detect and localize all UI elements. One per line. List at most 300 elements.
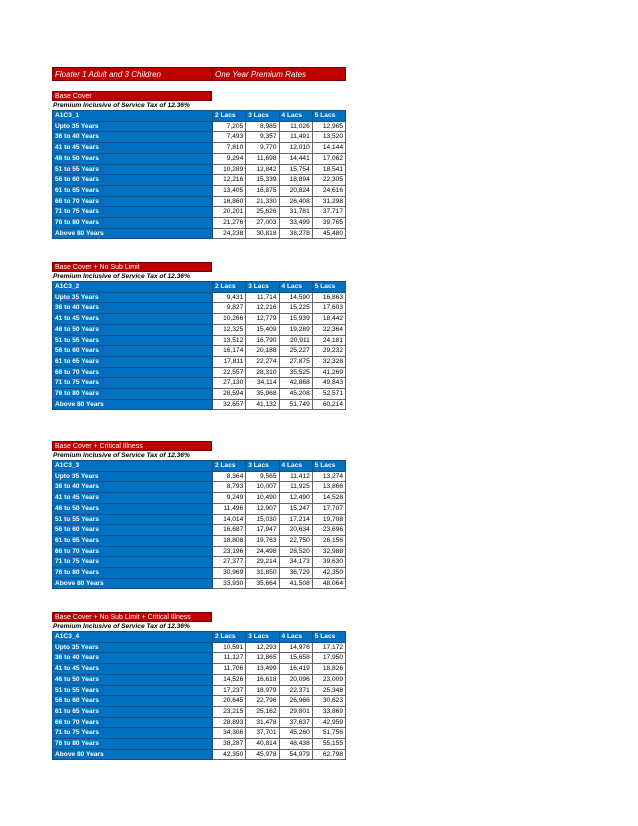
premium-cell: 12,865 bbox=[246, 653, 279, 664]
age-band: 76 to 80 Years bbox=[53, 218, 213, 229]
premium-cell: 9,431 bbox=[213, 292, 246, 303]
column-header: 2 Lacs bbox=[213, 111, 246, 122]
premium-cell: 12,216 bbox=[213, 175, 246, 186]
premium-cell: 13,499 bbox=[246, 664, 279, 675]
premium-cell: 31,298 bbox=[312, 196, 345, 207]
age-band: 56 to 60 Years bbox=[53, 175, 213, 186]
premium-cell: 22,557 bbox=[213, 367, 246, 378]
age-band: 71 to 75 Years bbox=[53, 207, 213, 218]
table-row bbox=[53, 346, 346, 357]
premium-cell: 19,289 bbox=[279, 324, 312, 335]
table-row bbox=[53, 493, 346, 504]
age-band: 46 to 50 Years bbox=[53, 674, 213, 685]
premium-cell: 12,325 bbox=[213, 324, 246, 335]
table-row bbox=[53, 292, 346, 303]
age-band: 51 to 55 Years bbox=[53, 335, 213, 346]
column-header: 4 Lacs bbox=[279, 111, 312, 122]
age-band: 66 to 70 Years bbox=[53, 367, 213, 378]
premium-cell: 14,014 bbox=[213, 514, 246, 525]
premium-cell: 31,781 bbox=[279, 207, 312, 218]
table-row bbox=[53, 642, 346, 653]
premium-cell: 11,698 bbox=[246, 153, 279, 164]
table-row bbox=[53, 399, 346, 410]
rate-section-3 bbox=[52, 441, 346, 589]
table-row bbox=[53, 164, 346, 175]
premium-cell: 18,442 bbox=[312, 314, 345, 325]
age-band: 76 to 80 Years bbox=[53, 568, 213, 579]
premium-cell: 15,225 bbox=[279, 303, 312, 314]
premium-cell: 24,238 bbox=[213, 228, 246, 239]
premium-cell: 32,657 bbox=[213, 399, 246, 410]
table-row bbox=[53, 196, 346, 207]
premium-cell: 51,749 bbox=[279, 399, 312, 410]
premium-cell: 30,623 bbox=[312, 696, 345, 707]
table-row bbox=[53, 143, 346, 154]
premium-cell: 22,274 bbox=[246, 356, 279, 367]
premium-cell: 34,306 bbox=[213, 728, 246, 739]
table-row bbox=[53, 482, 346, 493]
premium-cell: 28,520 bbox=[279, 546, 312, 557]
age-band: Upto 35 Years bbox=[53, 471, 213, 482]
premium-cell: 26,156 bbox=[312, 535, 345, 546]
premium-cell: 30,969 bbox=[213, 568, 246, 579]
premium-cell: 16,687 bbox=[213, 525, 246, 536]
premium-cell: 37,637 bbox=[279, 717, 312, 728]
age-band: 36 to 40 Years bbox=[53, 132, 213, 143]
age-band: 36 to 40 Years bbox=[53, 653, 213, 664]
premium-table bbox=[52, 460, 346, 589]
premium-cell: 10,289 bbox=[213, 164, 246, 175]
premium-cell: 37,717 bbox=[312, 207, 345, 218]
table-row bbox=[53, 153, 346, 164]
table-header-row bbox=[53, 461, 346, 472]
premium-cell: 48,064 bbox=[312, 578, 345, 589]
column-header: 3 Lacs bbox=[246, 111, 279, 122]
premium-cell: 20,645 bbox=[213, 696, 246, 707]
table-row bbox=[53, 356, 346, 367]
premium-cell: 17,062 bbox=[312, 153, 345, 164]
rate-section-1 bbox=[52, 91, 346, 239]
premium-cell: 27,377 bbox=[213, 557, 246, 568]
premium-cell: 22,364 bbox=[312, 324, 345, 335]
age-band: 56 to 60 Years bbox=[53, 525, 213, 536]
table-row bbox=[53, 739, 346, 750]
premium-cell: 45,978 bbox=[246, 749, 279, 760]
premium-cell: 45,480 bbox=[312, 228, 345, 239]
premium-cell: 32,328 bbox=[312, 356, 345, 367]
table-row bbox=[53, 749, 346, 760]
premium-cell: 20,201 bbox=[213, 207, 246, 218]
premium-cell: 34,173 bbox=[279, 557, 312, 568]
premium-cell: 28,893 bbox=[213, 717, 246, 728]
premium-cell: 12,779 bbox=[246, 314, 279, 325]
age-band: 41 to 45 Years bbox=[53, 664, 213, 675]
premium-cell: 7,205 bbox=[213, 121, 246, 132]
premium-cell: 13,512 bbox=[213, 335, 246, 346]
tax-note: Premium Inclusive of Service Tax of 12.36% bbox=[53, 102, 190, 109]
premium-cell: 20,824 bbox=[279, 185, 312, 196]
age-band: 51 to 55 Years bbox=[53, 685, 213, 696]
premium-table bbox=[52, 110, 346, 239]
age-band: 56 to 60 Years bbox=[53, 346, 213, 357]
column-header: 2 Lacs bbox=[213, 632, 246, 643]
premium-cell: 12,842 bbox=[246, 164, 279, 175]
premium-cell: 9,827 bbox=[213, 303, 246, 314]
column-header: 2 Lacs bbox=[213, 461, 246, 472]
premium-cell: 21,276 bbox=[213, 218, 246, 229]
premium-cell: 12,965 bbox=[312, 121, 345, 132]
table-row bbox=[53, 207, 346, 218]
premium-cell: 34,114 bbox=[246, 378, 279, 389]
premium-cell: 11,026 bbox=[279, 121, 312, 132]
premium-cell: 33,499 bbox=[279, 218, 312, 229]
premium-cell: 27,875 bbox=[279, 356, 312, 367]
premium-cell: 33,930 bbox=[213, 578, 246, 589]
premium-cell: 26,408 bbox=[279, 196, 312, 207]
age-band: 66 to 70 Years bbox=[53, 717, 213, 728]
premium-cell: 54,979 bbox=[279, 749, 312, 760]
age-band: 66 to 70 Years bbox=[53, 546, 213, 557]
premium-cell: 17,947 bbox=[246, 525, 279, 536]
premium-cell: 22,305 bbox=[312, 175, 345, 186]
premium-cell: 52,571 bbox=[312, 389, 345, 400]
premium-cell: 8,985 bbox=[246, 121, 279, 132]
premium-cell: 48,438 bbox=[279, 739, 312, 750]
premium-cell: 25,227 bbox=[279, 346, 312, 357]
age-band: 76 to 80 Years bbox=[53, 739, 213, 750]
premium-cell: 11,706 bbox=[213, 664, 246, 675]
premium-cell: 20,096 bbox=[279, 674, 312, 685]
premium-cell: 15,339 bbox=[246, 175, 279, 186]
table-row bbox=[53, 324, 346, 335]
table-row bbox=[53, 706, 346, 717]
table-row bbox=[53, 535, 346, 546]
premium-cell: 9,565 bbox=[246, 471, 279, 482]
premium-cell: 12,907 bbox=[246, 503, 279, 514]
premium-cell: 17,950 bbox=[312, 653, 345, 664]
premium-cell: 16,860 bbox=[213, 196, 246, 207]
plan-code: A1C3_1 bbox=[53, 111, 213, 122]
premium-cell: 18,894 bbox=[279, 175, 312, 186]
age-band: 61 to 65 Years bbox=[53, 706, 213, 717]
premium-cell: 31,850 bbox=[246, 568, 279, 579]
premium-cell: 24,498 bbox=[246, 546, 279, 557]
premium-cell: 9,770 bbox=[246, 143, 279, 154]
premium-cell: 38,278 bbox=[279, 228, 312, 239]
table-row bbox=[53, 121, 346, 132]
premium-cell: 39,630 bbox=[312, 557, 345, 568]
age-band: 61 to 65 Years bbox=[53, 356, 213, 367]
age-band: Above 80 Years bbox=[53, 228, 213, 239]
premium-cell: 10,007 bbox=[246, 482, 279, 493]
plan-code: A1C3_4 bbox=[53, 632, 213, 643]
premium-cell: 16,618 bbox=[246, 674, 279, 685]
premium-cell: 24,616 bbox=[312, 185, 345, 196]
premium-cell: 16,790 bbox=[246, 335, 279, 346]
age-band: 71 to 75 Years bbox=[53, 557, 213, 568]
age-band: 76 to 80 Years bbox=[53, 389, 213, 400]
premium-cell: 7,810 bbox=[213, 143, 246, 154]
premium-cell: 17,707 bbox=[312, 503, 345, 514]
age-band: 41 to 45 Years bbox=[53, 493, 213, 504]
column-header: 3 Lacs bbox=[246, 632, 279, 643]
age-band: Upto 35 Years bbox=[53, 292, 213, 303]
premium-cell: 14,526 bbox=[213, 674, 246, 685]
premium-cell: 17,603 bbox=[312, 303, 345, 314]
rates-title: One Year Premium Rates bbox=[212, 67, 346, 81]
premium-cell: 45,260 bbox=[279, 728, 312, 739]
premium-cell: 35,525 bbox=[279, 367, 312, 378]
column-header: 5 Lacs bbox=[312, 111, 345, 122]
section-label: Base Cover + Critical Illness bbox=[52, 441, 212, 451]
premium-cell: 15,247 bbox=[279, 503, 312, 514]
table-row bbox=[53, 525, 346, 536]
premium-cell: 30,818 bbox=[246, 228, 279, 239]
premium-cell: 8,364 bbox=[213, 471, 246, 482]
column-header: 3 Lacs bbox=[246, 282, 279, 293]
age-band: Upto 35 Years bbox=[53, 642, 213, 653]
table-row bbox=[53, 132, 346, 143]
premium-cell: 17,214 bbox=[279, 514, 312, 525]
premium-cell: 22,371 bbox=[279, 685, 312, 696]
premium-cell: 12,293 bbox=[246, 642, 279, 653]
table-row bbox=[53, 514, 346, 525]
premium-cell: 31,478 bbox=[246, 717, 279, 728]
premium-cell: 36,729 bbox=[279, 568, 312, 579]
premium-cell: 42,350 bbox=[312, 568, 345, 579]
premium-cell: 9,294 bbox=[213, 153, 246, 164]
premium-cell: 10,591 bbox=[213, 642, 246, 653]
premium-cell: 22,750 bbox=[279, 535, 312, 546]
premium-cell: 10,490 bbox=[246, 493, 279, 504]
premium-cell: 18,979 bbox=[246, 685, 279, 696]
table-row bbox=[53, 664, 346, 675]
premium-cell: 23,696 bbox=[312, 525, 345, 536]
table-header-row bbox=[53, 111, 346, 122]
age-band: 61 to 65 Years bbox=[53, 185, 213, 196]
premium-cell: 51,756 bbox=[312, 728, 345, 739]
premium-cell: 45,208 bbox=[279, 389, 312, 400]
age-band: 36 to 40 Years bbox=[53, 303, 213, 314]
premium-cell: 49,843 bbox=[312, 378, 345, 389]
table-row bbox=[53, 685, 346, 696]
premium-cell: 18,808 bbox=[213, 535, 246, 546]
premium-cell: 23,215 bbox=[213, 706, 246, 717]
tax-note: Premium Inclusive of Service Tax of 12.36% bbox=[53, 623, 190, 630]
premium-cell: 41,508 bbox=[279, 578, 312, 589]
rate-section-4 bbox=[52, 612, 346, 760]
plan-title: Floater 1 Adult and 3 Children bbox=[52, 67, 212, 81]
table-row bbox=[53, 503, 346, 514]
premium-cell: 15,658 bbox=[279, 653, 312, 664]
premium-cell: 11,714 bbox=[246, 292, 279, 303]
premium-cell: 33,869 bbox=[312, 706, 345, 717]
column-header: 4 Lacs bbox=[279, 632, 312, 643]
table-row bbox=[53, 389, 346, 400]
premium-cell: 11,127 bbox=[213, 653, 246, 664]
premium-cell: 16,419 bbox=[279, 664, 312, 675]
premium-cell: 10,266 bbox=[213, 314, 246, 325]
table-row bbox=[53, 696, 346, 707]
premium-cell: 9,357 bbox=[246, 132, 279, 143]
premium-cell: 25,162 bbox=[246, 706, 279, 717]
premium-cell: 27,003 bbox=[246, 218, 279, 229]
premium-cell: 15,409 bbox=[246, 324, 279, 335]
premium-cell: 60,214 bbox=[312, 399, 345, 410]
premium-cell: 7,493 bbox=[213, 132, 246, 143]
table-row bbox=[53, 578, 346, 589]
premium-cell: 12,216 bbox=[246, 303, 279, 314]
premium-cell: 39,765 bbox=[312, 218, 345, 229]
age-band: 51 to 55 Years bbox=[53, 514, 213, 525]
plan-code: A1C3_2 bbox=[53, 282, 213, 293]
premium-cell: 12,010 bbox=[279, 143, 312, 154]
column-header: 4 Lacs bbox=[279, 461, 312, 472]
table-row bbox=[53, 303, 346, 314]
premium-cell: 27,130 bbox=[213, 378, 246, 389]
premium-cell: 55,155 bbox=[312, 739, 345, 750]
column-header: 3 Lacs bbox=[246, 461, 279, 472]
premium-cell: 8,793 bbox=[213, 482, 246, 493]
premium-cell: 13,866 bbox=[312, 482, 345, 493]
premium-cell: 22,796 bbox=[246, 696, 279, 707]
premium-cell: 28,594 bbox=[213, 389, 246, 400]
premium-cell: 13,520 bbox=[312, 132, 345, 143]
premium-cell: 24,181 bbox=[312, 335, 345, 346]
premium-cell: 20,911 bbox=[279, 335, 312, 346]
age-band: 66 to 70 Years bbox=[53, 196, 213, 207]
premium-cell: 29,214 bbox=[246, 557, 279, 568]
premium-cell: 11,496 bbox=[213, 503, 246, 514]
age-band: 61 to 65 Years bbox=[53, 535, 213, 546]
table-row bbox=[53, 185, 346, 196]
tax-note: Premium Inclusive of Service Tax of 12.36% bbox=[53, 452, 190, 459]
premium-table bbox=[52, 281, 346, 410]
premium-cell: 17,172 bbox=[312, 642, 345, 653]
premium-cell: 14,590 bbox=[279, 292, 312, 303]
premium-cell: 14,441 bbox=[279, 153, 312, 164]
premium-cell: 23,009 bbox=[312, 674, 345, 685]
premium-cell: 42,868 bbox=[279, 378, 312, 389]
premium-cell: 16,875 bbox=[246, 185, 279, 196]
table-row bbox=[53, 228, 346, 239]
tax-note: Premium Inclusive of Service Tax of 12.36% bbox=[53, 273, 190, 280]
age-band: 71 to 75 Years bbox=[53, 378, 213, 389]
premium-cell: 37,701 bbox=[246, 728, 279, 739]
premium-cell: 38,287 bbox=[213, 739, 246, 750]
table-row bbox=[53, 653, 346, 664]
premium-cell: 9,249 bbox=[213, 493, 246, 504]
premium-cell: 11,412 bbox=[279, 471, 312, 482]
premium-cell: 29,232 bbox=[312, 346, 345, 357]
age-band: 41 to 45 Years bbox=[53, 314, 213, 325]
premium-table bbox=[52, 631, 346, 760]
premium-cell: 35,968 bbox=[246, 389, 279, 400]
premium-cell: 15,030 bbox=[246, 514, 279, 525]
premium-cell: 32,988 bbox=[312, 546, 345, 557]
premium-cell: 28,310 bbox=[246, 367, 279, 378]
premium-cell: 41,269 bbox=[312, 367, 345, 378]
rate-section-2 bbox=[52, 262, 346, 410]
premium-cell: 15,754 bbox=[279, 164, 312, 175]
premium-cell: 23,196 bbox=[213, 546, 246, 557]
premium-cell: 42,959 bbox=[312, 717, 345, 728]
age-band: Above 80 Years bbox=[53, 578, 213, 589]
premium-cell: 17,811 bbox=[213, 356, 246, 367]
premium-cell: 12,490 bbox=[279, 493, 312, 504]
table-row bbox=[53, 728, 346, 739]
premium-cell: 25,348 bbox=[312, 685, 345, 696]
premium-cell: 15,939 bbox=[279, 314, 312, 325]
table-row bbox=[53, 557, 346, 568]
premium-cell: 17,237 bbox=[213, 685, 246, 696]
age-band: 41 to 45 Years bbox=[53, 143, 213, 154]
age-band: 51 to 55 Years bbox=[53, 164, 213, 175]
premium-cell: 26,966 bbox=[279, 696, 312, 707]
table-row bbox=[53, 335, 346, 346]
section-label: Base Cover + No Sub Limit bbox=[52, 262, 212, 272]
premium-cell: 19,708 bbox=[312, 514, 345, 525]
table-header-row bbox=[53, 632, 346, 643]
premium-cell: 62,798 bbox=[312, 749, 345, 760]
premium-cell: 14,976 bbox=[279, 642, 312, 653]
age-band: 36 to 40 Years bbox=[53, 482, 213, 493]
table-row bbox=[53, 314, 346, 325]
section-label: Base Cover + No Sub Limit + Critical Illness bbox=[52, 612, 212, 622]
premium-cell: 41,132 bbox=[246, 399, 279, 410]
premium-cell: 40,814 bbox=[246, 739, 279, 750]
age-band: 71 to 75 Years bbox=[53, 728, 213, 739]
premium-cell: 25,626 bbox=[246, 207, 279, 218]
table-row bbox=[53, 546, 346, 557]
premium-cell: 13,405 bbox=[213, 185, 246, 196]
table-row bbox=[53, 717, 346, 728]
premium-cell: 18,826 bbox=[312, 664, 345, 675]
table-header-row bbox=[53, 282, 346, 293]
premium-cell: 18,541 bbox=[312, 164, 345, 175]
page-header bbox=[52, 67, 346, 81]
premium-cell: 35,664 bbox=[246, 578, 279, 589]
table-row bbox=[53, 378, 346, 389]
premium-cell: 16,174 bbox=[213, 346, 246, 357]
table-row bbox=[53, 218, 346, 229]
age-band: 46 to 50 Years bbox=[53, 153, 213, 164]
column-header: 5 Lacs bbox=[312, 632, 345, 643]
table-row bbox=[53, 568, 346, 579]
premium-cell: 16,863 bbox=[312, 292, 345, 303]
column-header: 5 Lacs bbox=[312, 282, 345, 293]
table-row bbox=[53, 367, 346, 378]
table-row bbox=[53, 674, 346, 685]
premium-cell: 21,330 bbox=[246, 196, 279, 207]
premium-cell: 42,350 bbox=[213, 749, 246, 760]
premium-cell: 20,188 bbox=[246, 346, 279, 357]
age-band: Upto 35 Years bbox=[53, 121, 213, 132]
age-band: 56 to 60 Years bbox=[53, 696, 213, 707]
plan-code: A1C3_3 bbox=[53, 461, 213, 472]
premium-cell: 14,528 bbox=[312, 493, 345, 504]
age-band: 46 to 50 Years bbox=[53, 324, 213, 335]
column-header: 2 Lacs bbox=[213, 282, 246, 293]
premium-cell: 19,763 bbox=[246, 535, 279, 546]
premium-cell: 11,491 bbox=[279, 132, 312, 143]
table-row bbox=[53, 175, 346, 186]
section-label: Base Cover bbox=[52, 91, 212, 101]
age-band: Above 80 Years bbox=[53, 749, 213, 760]
age-band: Above 80 Years bbox=[53, 399, 213, 410]
table-row bbox=[53, 471, 346, 482]
age-band: 46 to 50 Years bbox=[53, 503, 213, 514]
